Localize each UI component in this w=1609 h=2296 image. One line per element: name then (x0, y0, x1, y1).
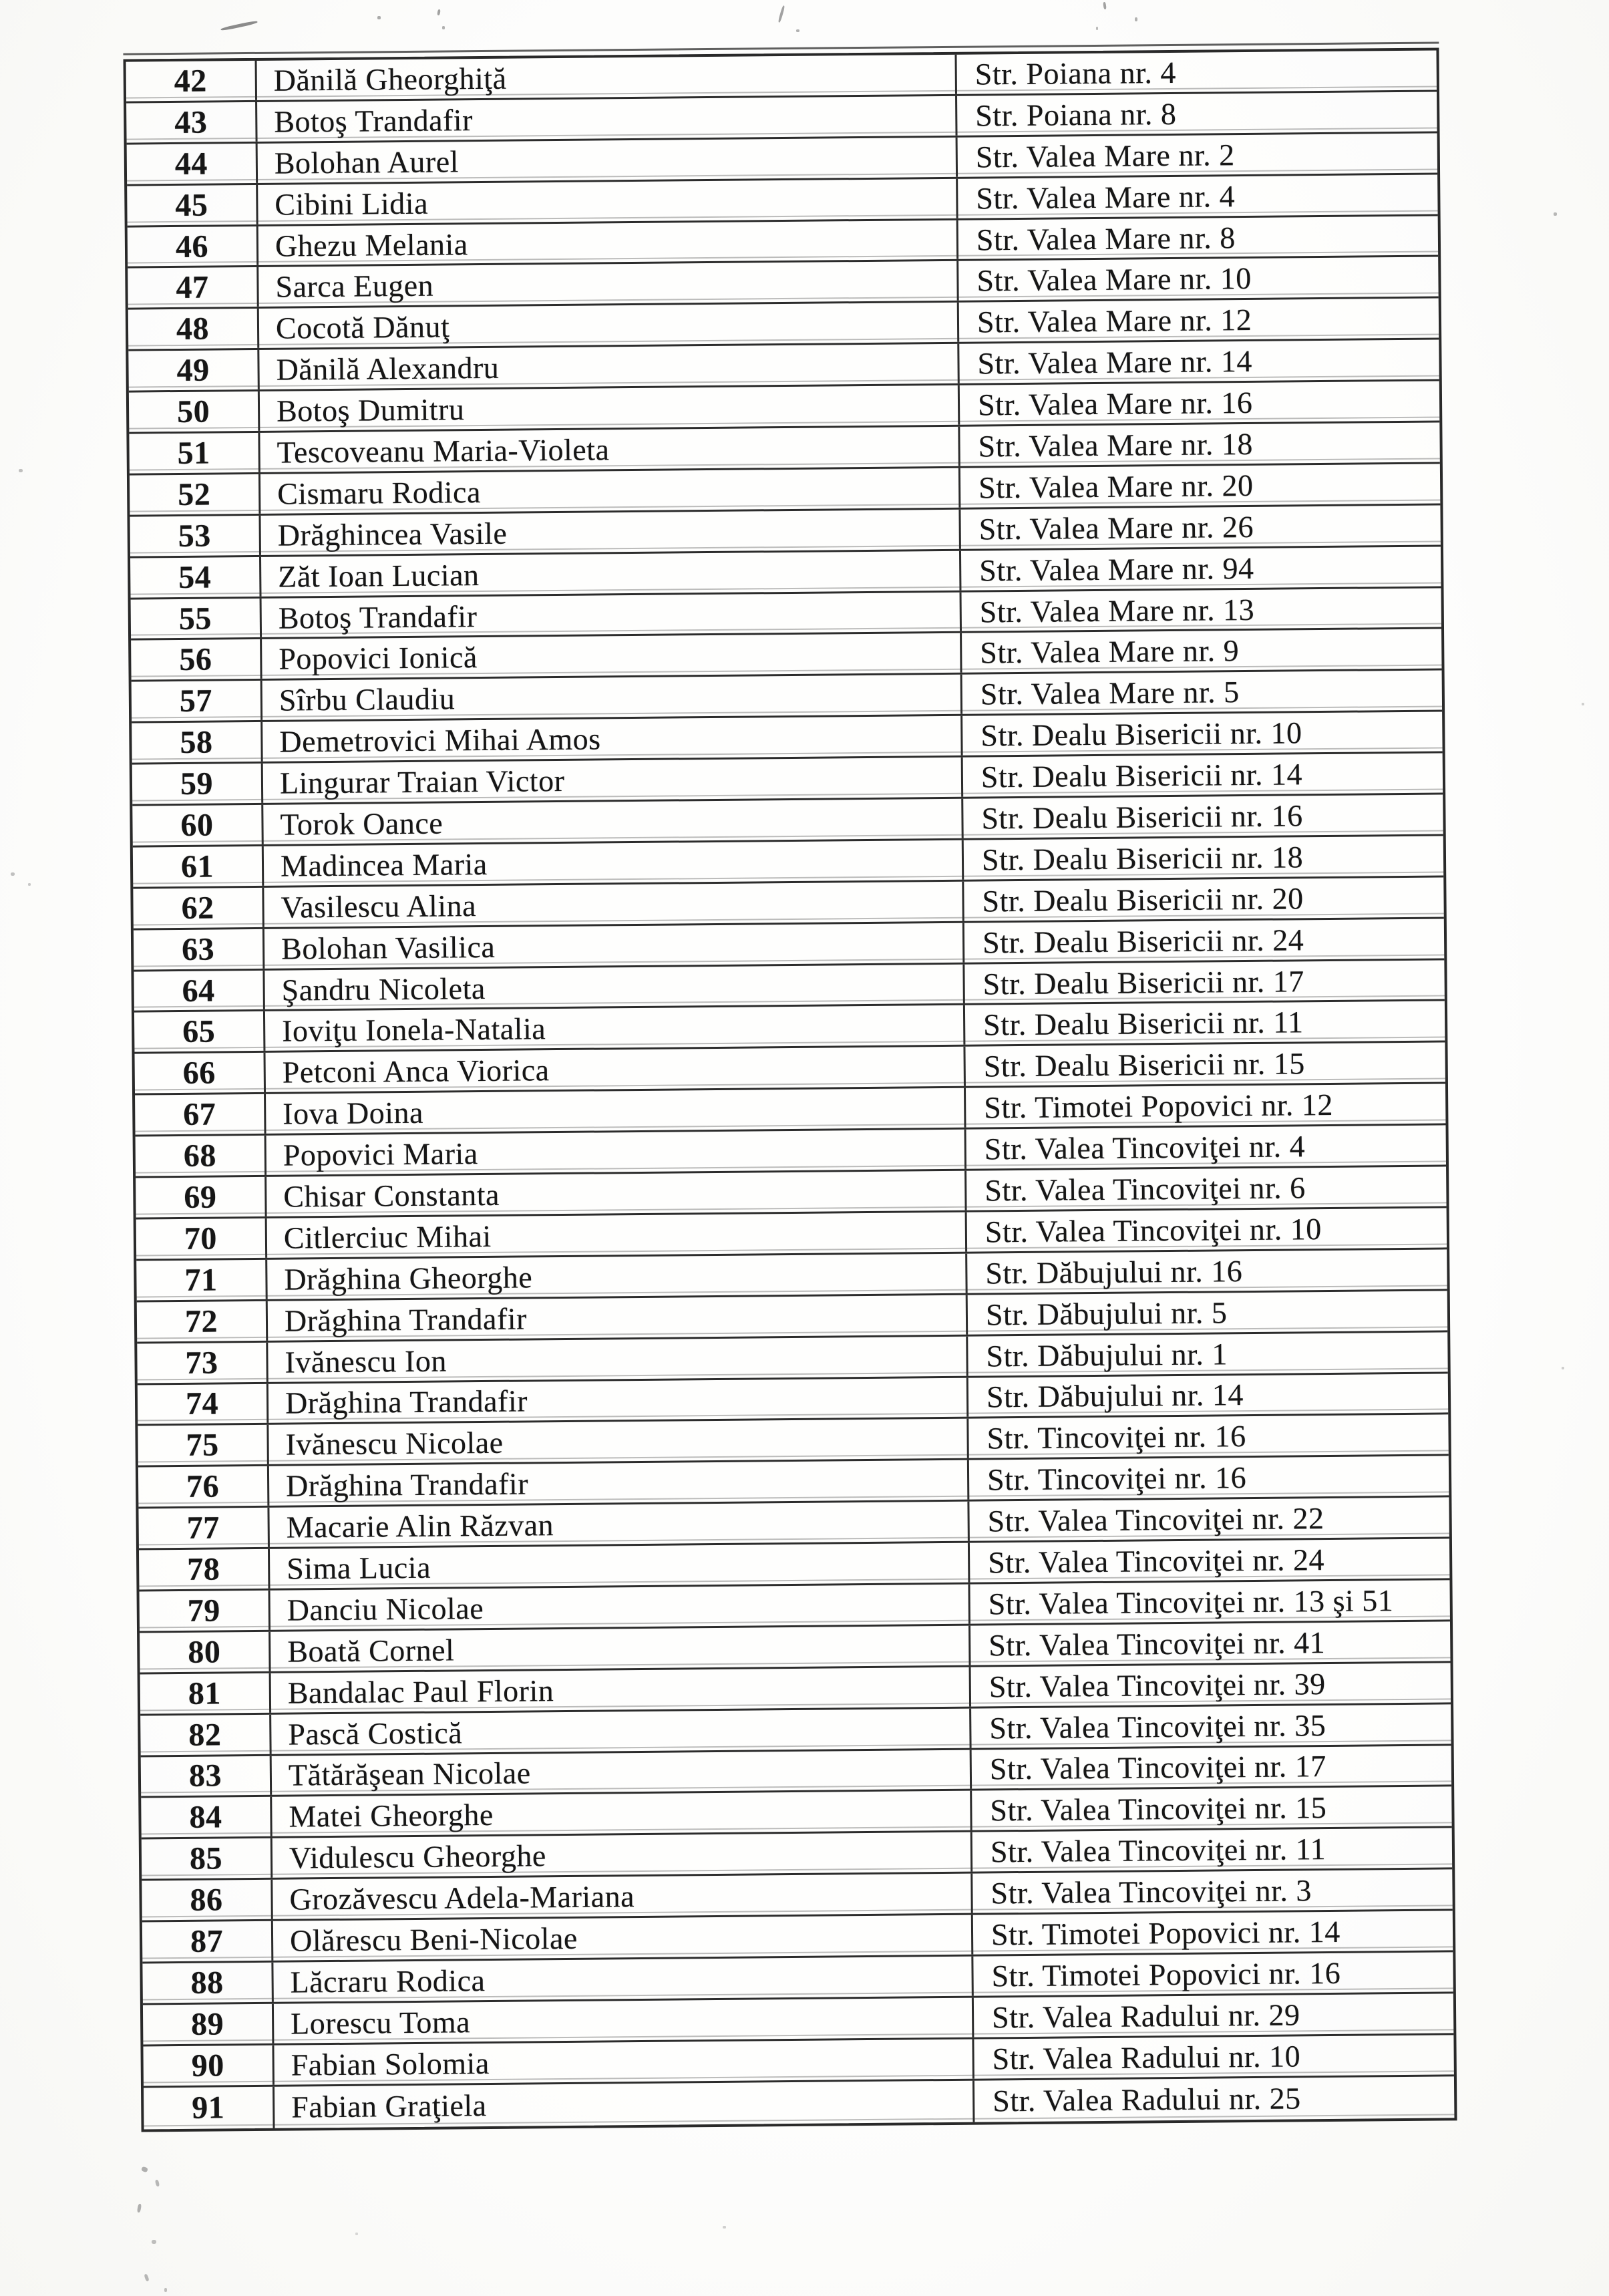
row-number-cell: 44 (127, 144, 258, 184)
person-name-cell: Bandalac Paul Florin (271, 1667, 971, 1712)
scan-speck (1562, 1367, 1564, 1369)
address-cell: Str. Valea Radului nr. 25 (992, 2081, 1301, 2118)
row-number-cell: 49 (128, 350, 260, 391)
address-cell: Str. Valea Mare nr. 9 (980, 633, 1240, 670)
address-cell: Str. Dealu Bisericii nr. 18 (981, 840, 1304, 877)
row-number-cell: 47 (128, 267, 259, 308)
address-cell: Str. Tincoviţei nr. 16 (987, 1419, 1246, 1456)
scan-speck (1554, 212, 1557, 216)
row-number-cell: 63 (134, 929, 265, 970)
person-name-cell: Sarca Eugen (258, 261, 958, 307)
person-name-cell: Lăcraru Rodica (273, 1957, 973, 2002)
address-cell: Str. Dăbujului nr. 5 (985, 1295, 1228, 1332)
row-number-cell: 78 (139, 1549, 271, 1590)
person-name-cell: Şandru Nicoleta (264, 964, 964, 1009)
scan-speck (442, 26, 445, 29)
scan-speck (377, 16, 381, 19)
address-cell: Str. Dealu Bisericii nr. 16 (981, 798, 1303, 836)
row-number-cell: 53 (130, 516, 261, 556)
row-number-cell: 70 (136, 1218, 268, 1259)
scan-speck (355, 2233, 358, 2235)
row-number-cell: 60 (132, 805, 264, 846)
person-name-cell: Botoş Trandafir (257, 96, 957, 142)
row-number-cell: 56 (131, 639, 262, 680)
person-name-cell: Lingurar Traian Victor (263, 758, 963, 803)
address-cell: Str. Valea Tincoviţei nr. 3 (991, 1873, 1312, 1911)
person-name-cell: Torok Oance (263, 799, 963, 844)
scan-speck (723, 2226, 726, 2229)
row-number-cell: 84 (141, 1797, 273, 1838)
row-number-cell: 51 (129, 433, 260, 474)
person-name-cell: Drăghina Gheorghe (267, 1254, 967, 1299)
person-name-cell: Drăghina Trandafir (269, 1377, 968, 1423)
person-name-cell: Madincea Maria (264, 840, 964, 886)
address-cell: Str. Valea Tincoviţei nr. 15 (990, 1790, 1327, 1828)
address-cell: Str. Valea Tincoviţei nr. 17 (989, 1749, 1326, 1786)
address-cell: Str. Poiana nr. 4 (974, 55, 1177, 92)
row-number-cell: 74 (138, 1383, 269, 1424)
person-name-cell: Grozăvescu Adela-Mariana (273, 1874, 972, 1919)
person-name-cell: Botoş Dumitru (260, 385, 960, 431)
person-name-cell: Drăghina Trandafir (268, 1295, 968, 1340)
scan-speck (19, 469, 23, 472)
address-cell: Str. Dăbujului nr. 14 (986, 1377, 1244, 1414)
person-name-cell: Chisar Constanta (266, 1171, 966, 1216)
scan-speck (1096, 27, 1098, 30)
address-cell: Str. Valea Radului nr. 10 (992, 2039, 1301, 2076)
scan-speck (220, 20, 258, 31)
address-cell: Str. Valea Tincoviţei nr. 39 (989, 1666, 1326, 1704)
person-name-cell: Ghezu Melania (258, 220, 958, 265)
scan-speck (144, 2273, 149, 2281)
person-name-cell: Pască Costică (271, 1708, 971, 1754)
row-number-cell: 50 (129, 391, 260, 432)
address-cell: Str. Valea Mare nr. 20 (978, 468, 1254, 505)
row-number-cell: 81 (140, 1673, 272, 1714)
row-number-cell: 65 (134, 1011, 266, 1052)
person-name-cell: Lorescu Toma (274, 1998, 974, 2043)
person-name-cell: Vidulescu Gheorghe (273, 1832, 972, 1878)
row-number-cell: 68 (136, 1136, 267, 1176)
scan-speck (28, 883, 31, 886)
person-name-cell: Boată Cornel (271, 1626, 970, 1671)
scan-speck (137, 2204, 142, 2213)
address-cell: Str. Dealu Bisericii nr. 14 (980, 757, 1303, 794)
address-cell: Str. Timotei Popovici nr. 12 (984, 1088, 1334, 1125)
scan-speck (1582, 703, 1584, 705)
row-number-cell: 83 (141, 1756, 273, 1796)
row-number-cell: 85 (142, 1838, 273, 1879)
address-cell: Str. Dăbujului nr. 16 (985, 1253, 1243, 1291)
row-number-cell: 69 (136, 1177, 267, 1218)
scan-speck (164, 2288, 167, 2292)
scan-speck (11, 872, 15, 876)
address-cell: Str. Dealu Bisericii nr. 10 (980, 715, 1302, 753)
row-number-cell: 86 (142, 1880, 273, 1921)
address-cell: Str. Valea Radului nr. 29 (991, 1997, 1300, 2035)
scan-speck (155, 2180, 160, 2187)
address-cell: Str. Valea Tincoviţei nr. 41 (989, 1625, 1326, 1663)
address-cell: Str. Poiana nr. 8 (975, 96, 1177, 133)
address-cell: Str. Valea Mare nr. 13 (979, 592, 1255, 629)
address-cell: Str. Valea Mare nr. 2 (975, 137, 1235, 174)
address-cell: Str. Valea Tincoviţei nr. 6 (985, 1170, 1306, 1208)
person-name-cell: Fabian Graţiela (275, 2080, 975, 2128)
address-cell: Str. Valea Mare nr. 14 (977, 344, 1253, 381)
row-number-cell: 87 (142, 1921, 274, 1962)
person-name-cell: Demetrovici Mihai Amos (262, 716, 962, 762)
row-number-cell: 66 (134, 1053, 266, 1094)
scan-speck (796, 29, 799, 32)
address-cell: Str. Valea Mare nr. 8 (976, 220, 1236, 257)
address-cell: Str. Valea Tincoviţei nr. 4 (984, 1129, 1306, 1166)
row-number-cell: 55 (131, 598, 262, 639)
row-number-cell: 42 (126, 61, 258, 102)
address-cell: Str. Valea Tincoviţei nr. 11 (990, 1832, 1326, 1869)
address-cell: Str. Valea Tincoviţei nr. 24 (987, 1542, 1325, 1580)
person-name-cell: Drăghincea Vasile (260, 510, 960, 555)
person-name-cell: Dănilă Gheorghiţă (257, 55, 957, 100)
row-number-cell: 59 (132, 764, 264, 804)
person-name-cell: Popovici Ionică (262, 633, 962, 679)
person-name-cell: Bolohan Aurel (258, 138, 958, 183)
row-number-cell: 57 (132, 681, 263, 721)
address-cell: Str. Valea Tincoviţei nr. 35 (989, 1707, 1326, 1745)
row-number-cell: 75 (138, 1425, 269, 1466)
row-number-cell: 76 (138, 1466, 270, 1507)
row-number-cell: 48 (128, 309, 260, 349)
person-name-cell: Fabian Solomia (274, 2039, 974, 2084)
row-number-cell: 54 (130, 557, 262, 598)
row-number-cell: 80 (140, 1632, 271, 1673)
person-name-cell: Sima Lucia (270, 1543, 970, 1589)
person-name-cell: Cismaru Rodica (260, 468, 960, 514)
row-number-cell: 91 (144, 2086, 275, 2129)
person-name-cell: Vasilescu Alina (264, 882, 964, 927)
row-number-cell: 72 (137, 1301, 269, 1342)
address-cell: Str. Valea Mare nr. 12 (976, 303, 1252, 339)
person-name-cell: Cocotă Dănuţ (259, 303, 959, 348)
address-cell: Str. Valea Tincoviţei nr. 22 (987, 1501, 1324, 1538)
person-name-cell: Olărescu Beni-Nicolae (273, 1915, 973, 1961)
row-number-cell: 64 (134, 970, 265, 1011)
person-name-cell: Ioviţu Ionela-Natalia (265, 1005, 965, 1051)
address-cell: Str. Valea Mare nr. 16 (977, 385, 1253, 422)
address-cell: Str. Dealu Bisericii nr. 24 (982, 922, 1304, 960)
person-name-cell: Ivănescu Nicolae (269, 1419, 968, 1464)
row-number-cell: 89 (143, 2004, 275, 2045)
person-name-cell: Tescoveanu Maria-Violeta (260, 427, 960, 472)
person-name-cell: Drăghina Trandafir (269, 1460, 969, 1506)
address-cell: Str. Dăbujului nr. 1 (986, 1336, 1228, 1373)
address-cell: Str. Dealu Bisericii nr. 11 (982, 1005, 1304, 1042)
address-cell: Str. Valea Tincoviţei nr. 10 (985, 1211, 1322, 1249)
row-number-cell: 67 (135, 1094, 266, 1135)
person-name-cell: Popovici Maria (266, 1130, 966, 1175)
residents-table (124, 47, 1457, 2132)
row-number-cell: 90 (143, 2045, 275, 2086)
person-name-cell: Bolohan Vasilica (264, 923, 964, 968)
person-name-cell: Botoş Trandafir (262, 592, 962, 637)
row-number-cell: 58 (132, 722, 263, 763)
scan-speck (1103, 2, 1106, 9)
row-number-cell: 88 (142, 1963, 274, 2003)
address-cell: Str. Dealu Bisericii nr. 20 (982, 881, 1304, 919)
row-number-cell: 46 (128, 226, 259, 267)
person-name-cell: Matei Gheorghe (272, 1791, 972, 1836)
person-name-cell: Dănilă Alexandru (259, 344, 959, 389)
scan-speck (152, 2240, 156, 2244)
person-name-cell: Macarie Alin Răzvan (269, 1502, 969, 1547)
row-number-cell: 52 (130, 474, 261, 515)
address-cell: Str. Tincoviţei nr. 16 (987, 1460, 1247, 1497)
row-number-cell: 73 (137, 1342, 269, 1383)
address-cell: Str. Valea Tincoviţei nr. 13 şi 51 (988, 1583, 1394, 1621)
row-number-cell: 82 (140, 1714, 272, 1755)
address-cell: Str. Dealu Bisericii nr. 17 (982, 963, 1304, 1001)
scan-speck (777, 5, 785, 23)
person-name-cell: Tătărăşean Nicolae (272, 1750, 972, 1795)
person-name-cell: Danciu Nicolae (271, 1585, 970, 1630)
row-number-cell: 43 (126, 102, 258, 143)
address-cell: Str. Valea Mare nr. 10 (976, 261, 1252, 298)
row-number-cell: 45 (127, 185, 258, 226)
address-cell: Str. Valea Mare nr. 4 (976, 178, 1236, 216)
address-cell: Str. Valea Mare nr. 18 (978, 426, 1254, 464)
address-cell: Str. Valea Mare nr. 94 (979, 550, 1254, 588)
address-cell: Str. Dealu Bisericii nr. 15 (983, 1046, 1306, 1084)
row-number-cell: 79 (140, 1591, 271, 1631)
person-name-cell: Ivănescu Ion (268, 1336, 968, 1381)
row-number-cell: 77 (138, 1508, 270, 1548)
person-name-cell: Zăt Ioan Lucian (261, 550, 961, 596)
address-cell: Str. Timotei Popovici nr. 14 (991, 1914, 1340, 1952)
address-cell: Str. Valea Mare nr. 5 (980, 675, 1240, 711)
row-number-cell: 62 (133, 888, 264, 929)
person-name-cell: Petconi Anca Viorica (265, 1047, 965, 1092)
person-name-cell: Sîrbu Claudiu (262, 675, 962, 720)
person-name-cell: Citlerciuc Mihai (267, 1212, 967, 1258)
row-number-cell: 71 (136, 1260, 268, 1301)
address-cell: Str. Valea Mare nr. 26 (978, 509, 1254, 546)
scan-speck (141, 2166, 148, 2173)
person-name-cell: Cibini Lidia (258, 178, 958, 224)
person-name-cell: Iova Doina (266, 1088, 966, 1134)
row-number-cell: 61 (133, 846, 264, 887)
address-cell: Str. Timotei Popovici nr. 16 (991, 1955, 1341, 1993)
scan-speck (1135, 17, 1137, 21)
scan-speck (437, 9, 441, 16)
